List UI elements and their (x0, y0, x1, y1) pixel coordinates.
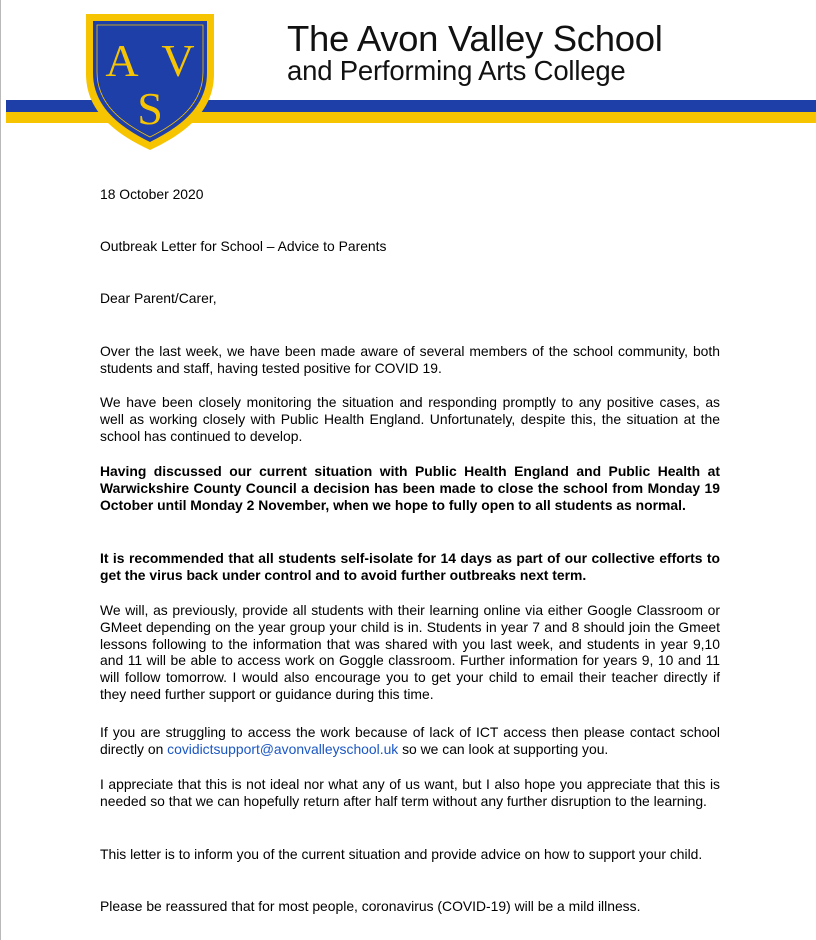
paragraph-inform: This letter is to inform you of the current situation and provide advice on how to support your child. (100, 846, 703, 862)
crest-letter-a: A (105, 35, 139, 86)
school-crest-logo (84, 12, 216, 152)
letter-salutation: Dear Parent/Carer, (100, 290, 217, 306)
school-subtitle: and Performing Arts College (287, 55, 626, 86)
page-edge (0, 0, 1, 940)
paragraph-exposure: Over the last week, we have been made aware of several members of the school community, both students and staff, having tested positive for COVID 19. (100, 343, 720, 376)
paragraph-self-isolate: It is recommended that all students self-isolate for 14 days as part of our collective efforts to get the virus back under control and to avoid further outbreaks next term. (100, 550, 720, 583)
school-name: The Avon Valley School (287, 18, 663, 59)
letter-date: 18 October 2020 (100, 186, 204, 202)
letter-subject: Outbreak Letter for School – Advice to Parents (100, 238, 387, 254)
paragraph-monitoring: We have been closely monitoring the situation and responding promptly to any positive cases, as well as working closely with Public Health England. Unfortunately, despite this, the situation at the school has continued to develop. (100, 394, 720, 444)
paragraph-appreciation: I appreciate that this is not ideal nor what any of us want, but I also hope you appreciate that this is needed so that we can hopefully return after half term without any further disruption to the learning. (100, 776, 720, 809)
paragraph-reassurance: Please be reassured that for most people, coronavirus (COVID-19) will be a mild illness. (100, 898, 641, 914)
ict-text-before: If you are struggling to access the work because of lack of ICT access then please contact school directly on (100, 724, 720, 757)
paragraph-closure: Having discussed our current situation with Public Health England and Public Health at Warwickshire County Council a decision has been made to close the school from Monday 19 October until Monday 2 November, when we hope to fully open to all students as normal. (100, 463, 720, 513)
crest-letter-v: V (161, 35, 195, 86)
support-email-link[interactable]: covidictsupport@avonvalleyschool.uk (167, 740, 399, 757)
paragraph-online-learning: We will, as previously, provide all students with their learning online via either Google Classroom or GMeet depending on the year group your child is in. Students in year 7 and 8 should join the Gmeet lessons following to the information that was shared with you last week, and students in year 9,10 and 11 will be able to access work on Goggle classroom. Further information for years 9, 10 and 11 will follow tomorrow. I would also encourage you to get your child to email their teacher directly if they need further support or guidance during this time. (100, 602, 720, 702)
crest-letter-s: S (137, 83, 163, 134)
paragraph-ict-access (100, 724, 720, 758)
ict-text-after: so we can look at supporting you. (398, 740, 609, 757)
